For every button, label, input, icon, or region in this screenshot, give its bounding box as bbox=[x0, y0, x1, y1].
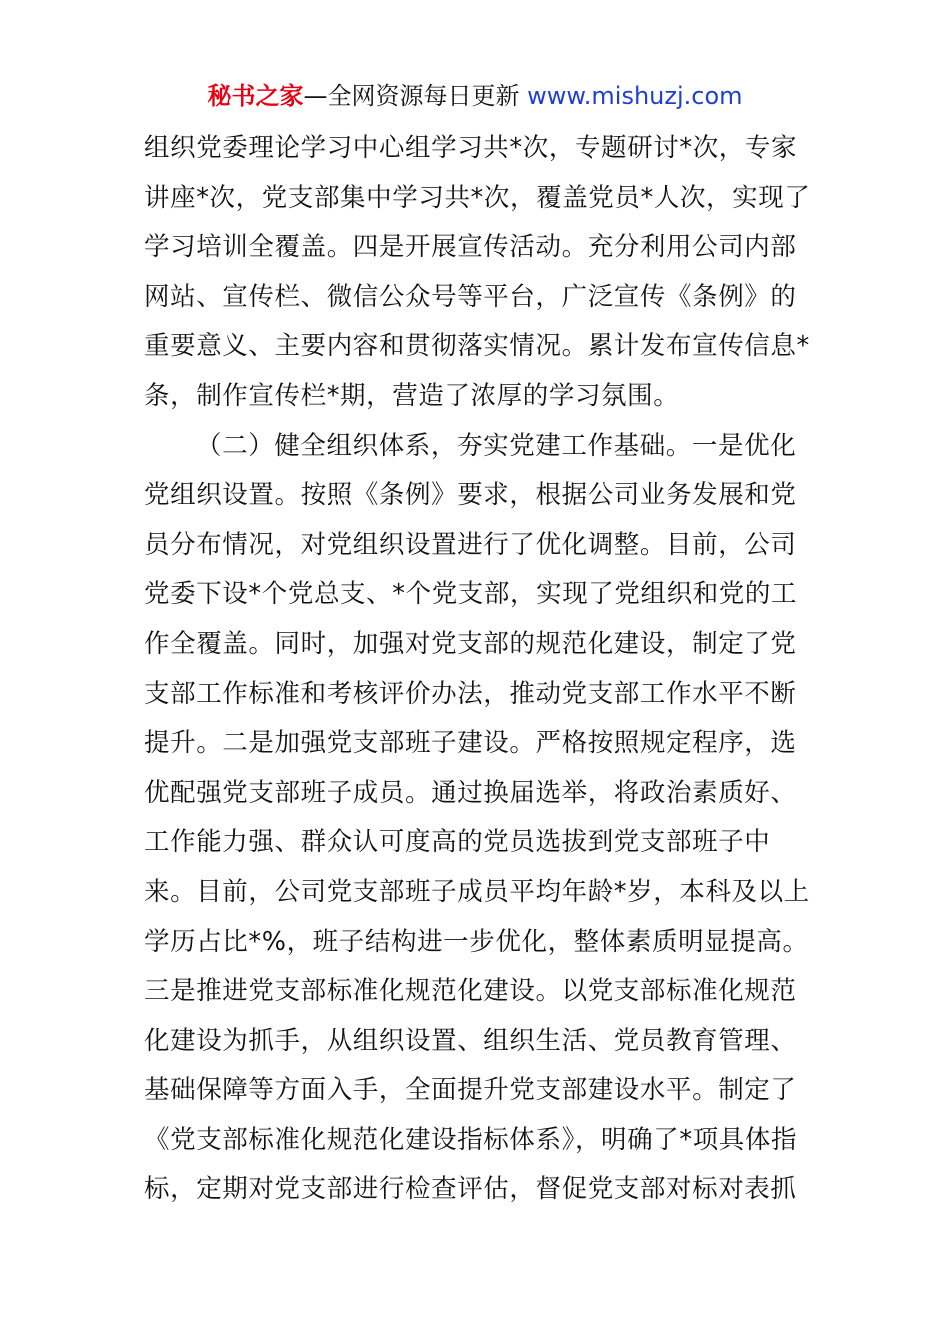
site-tagline: —全网资源每日更新 bbox=[303, 82, 528, 110]
text-line: 三是推进党支部标准化规范化建设。以党支部标准化规范 bbox=[144, 976, 797, 1007]
text-line: 党组织设置。按照《条例》要求，根据公司业务发展和党 bbox=[144, 480, 797, 511]
site-header bbox=[0, 78, 950, 114]
text-line: 条，制作宣传栏*期，营造了浓厚的学习氛围。 bbox=[144, 380, 680, 411]
site-url: www.mishuzj.com bbox=[527, 82, 743, 110]
text-line: 来。目前，公司党支部班子成员平均年龄*岁，本科及以上 bbox=[144, 876, 810, 907]
text-line: 重要意义、主要内容和贯彻落实情况。累计发布宣传信息* bbox=[144, 331, 810, 362]
text-line: 化建设为抓手，从组织设置、组织生活、党员教育管理、 bbox=[144, 1025, 797, 1056]
text-line: 学习培训全覆盖。四是开展宣传活动。充分利用公司内部 bbox=[144, 232, 797, 263]
text-line: 作全覆盖。同时，加强对党支部的规范化建设，制定了党 bbox=[144, 628, 797, 659]
text-line: 组织党委理论学习中心组学习共*次，专题研讨*次，专家 bbox=[144, 133, 798, 163]
text-line: 讲座*次，党支部集中学习共*次，覆盖党员*人次，实现了 bbox=[144, 182, 811, 213]
text-line: 工作能力强、群众认可度高的党员选拔到党支部班子中 bbox=[144, 827, 771, 858]
text-line: 提升。二是加强党支部班子建设。严格按照规定程序，选 bbox=[144, 728, 797, 759]
text-line: 优配强党支部班子成员。通过换届选举，将政治素质好、 bbox=[144, 777, 797, 808]
document-body bbox=[144, 124, 811, 1215]
text-line: 标，定期对党支部进行检查评估，督促党支部对标对表抓 bbox=[144, 1174, 797, 1205]
text-line: 员分布情况，对党组织设置进行了优化调整。目前，公司 bbox=[144, 529, 797, 560]
text-line: 网站、宣传栏、微信公众号等平台，广泛宣传《条例》的 bbox=[144, 281, 797, 312]
text-line: 基础保障等方面入手，全面提升党支部建设水平。制定了 bbox=[144, 1075, 797, 1106]
section-heading-line: （二）健全组织体系，夯实党建工作基础。一是优化 bbox=[196, 430, 797, 461]
text-line: 《党支部标准化规范化建设指标体系》，明确了*项具体指 bbox=[144, 1124, 798, 1155]
text-line: 党委下设*个党总支、*个党支部，实现了党组织和党的工 bbox=[144, 579, 798, 610]
site-brand: 秘书之家 bbox=[207, 82, 304, 110]
text-line: 支部工作标准和考核评价办法，推动党支部工作水平不断 bbox=[144, 678, 797, 709]
text-line: 学历占比*%，班子结构进一步优化，整体素质明显提高。 bbox=[144, 926, 809, 957]
